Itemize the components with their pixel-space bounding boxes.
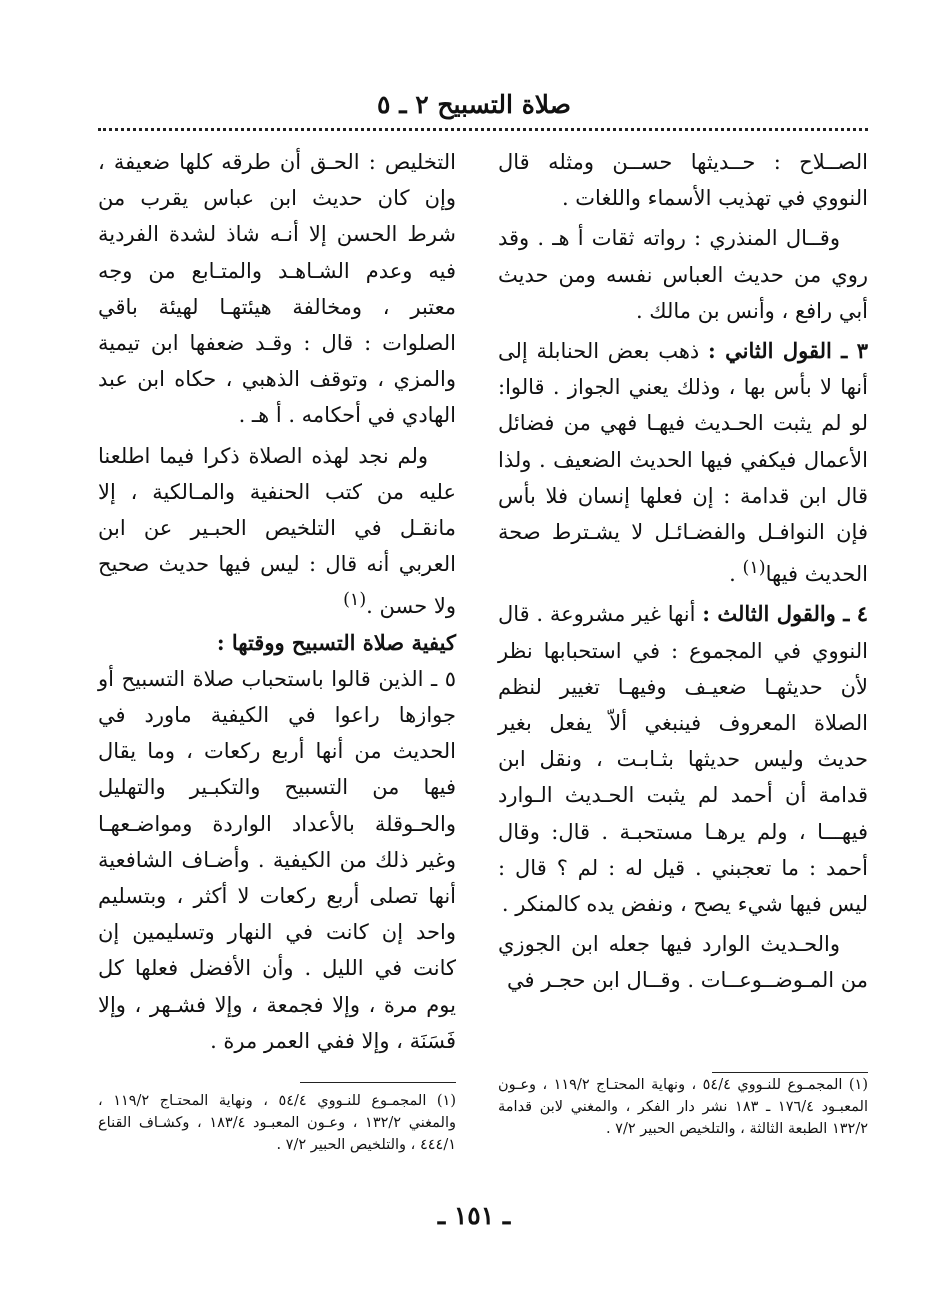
footnote-ref-right: (١)	[742, 558, 766, 579]
footnote-ref-left: (١)	[343, 590, 367, 611]
fourth-opinion-text: أنها غير مشروعة . قال النووي في المجموع : في استحبابها نظر لأن حديثهـا ضعيـف وفيهـا تغيير لنظم الصلاة المعروف فينبغي ألاّ يفعل بغير حديث وليس حديثها بثـابـت ، ونقل ابن قدامة أن أحمد لم يثبت الحـديث الـوارد فيهـــا ، ولم يرهـا مستحبـة . قال: وقال أحمد : ما تعجبني . قيل له : لم ؟ قال : ليس فيها شيء يصح ، ونفض يده كالمنكر .	[498, 602, 868, 917]
footnote-right: (١) المجمـوع للنـووي ٥٤/٤ ، ونهاية المحتـاج ١١٩/٢ ، وعـون المعبـود ١٧٦/٤ ـ ١٨٣ نشر دار الفكر ، والمغني لابن قدامة ١٣٢/٢ الطبعة الثالثة ، والتلخيص الحبير ٧/٢ .	[498, 1077, 868, 1137]
footnote-left: (١) المجمـوع للنـووي ٥٤/٤ ، ونهاية المحتـاج ١١٩/٢ ، والمغني ١٣٢/٢ ، وعـون المعبـود ١٨٣/٤ ، وكشـاف القناع ٤٤٤/١ ، والتلخيص الحبير ٧/٢ .	[98, 1093, 456, 1153]
right-paragraph-2: وقــال المنذري : رواته ثقات أ هـ . وقد روي من حديث العباس نفسه ومن حديث أبي رافع ، وأنس بن مالك .	[498, 226, 868, 323]
third-opinion-label: ٣ ـ القول الثاني :	[708, 338, 868, 364]
fourth-opinion-label: ٤ ـ والقول الثالث :	[702, 601, 868, 627]
third-opinion-text: ذهب بعض الحنابلة إلى أنها لا بأس بها ، وذلك يعني الجواز . قالوا: لو لم يثبت الحـديث فيهـا فهي من فضائل الأعمال فيكفي فيها الحديث الضعيف . ولذا قال ابن قدامة : إن فعلها إنسان فلا بأس فإن النوافـل والفضـائـل لا يشـترط صحة الحديث فيها	[498, 339, 868, 587]
left-paragraph-2	[98, 438, 456, 625]
right-column	[498, 144, 868, 999]
right-paragraph-4	[498, 596, 868, 922]
page-number: ـ ١٥١ ـ	[437, 1201, 511, 1230]
left-paragraph-2-text: ولم نجد لهذه الصلاة ذكرا فيما اطلعنا عليه من كتب الحنفية والمـالكية ، إلا مانقـل في التلخيص الحبـير عن ابن العربي أنه قال : ليس فيها حديث صحيح ولا حسن .	[98, 443, 456, 619]
left-column	[98, 144, 456, 1059]
right-paragraph-5: والحـديث الوارد فيها جعله ابن الجوزي من المـوضــوعــات . وقــال ابن حجـر في	[498, 932, 868, 993]
footnote-rule-right	[712, 1072, 868, 1073]
left-paragraph-3: ٥ ـ الذين قالوا باستحباب صلاة التسبيح أو جوازها راعوا في الكيفية ماورد في الحديث من أنها أربع ركعات ، وما يقال فيها من التسبيح والتكبـير والتهليل والحـوقلة بالأعداد الواردة ومواضـعهـا وغير ذلك من الكيفية . وأضـاف الشافعية أنها تصلى أربع ركعات لا أكثر ، وبتسليم واحد إن كانت في النهار وتسليمين إن كانت في الليل . وأن الأفضل فعلها كل يوم مرة ، وإلا فجمعة ، وإلا فشـهر ، وإلا فَسَنَة ، وإلا ففي العمر مرة .	[98, 666, 456, 1053]
right-paragraph-3	[498, 333, 868, 592]
third-opinion-end: .	[729, 562, 743, 587]
running-title: صلاة التسبيح ٢ ـ ٥	[377, 90, 571, 119]
right-paragraph-1: الصــلاح : حــديثها حســن ومثله قال النووي في تهذيب الأسماء واللغات .	[498, 150, 868, 211]
section-heading: كيفية صلاة التسبيح ووقتها :	[216, 629, 456, 655]
left-paragraph-1: التخليص : الحـق أن طرقه كلها ضعيفة ، وإن كان حديث ابن عباس يقرب من شرط الحسن إلا أنـه شاذ لشدة الفردية فيه وعدم الشـاهـد والمتـابع من وجه معتبر ، ومخالفة هيئتهـا لهيئة باقي الصلوات : قال : وقـد ضعفها ابن تيمية والمزي ، وتوقف الذهبي ، حكاه ابن عبد الهادي في أحكامه . أ هـ .	[98, 150, 456, 428]
footnote-rule-left	[300, 1082, 456, 1083]
header-dotted-rule	[98, 128, 868, 131]
